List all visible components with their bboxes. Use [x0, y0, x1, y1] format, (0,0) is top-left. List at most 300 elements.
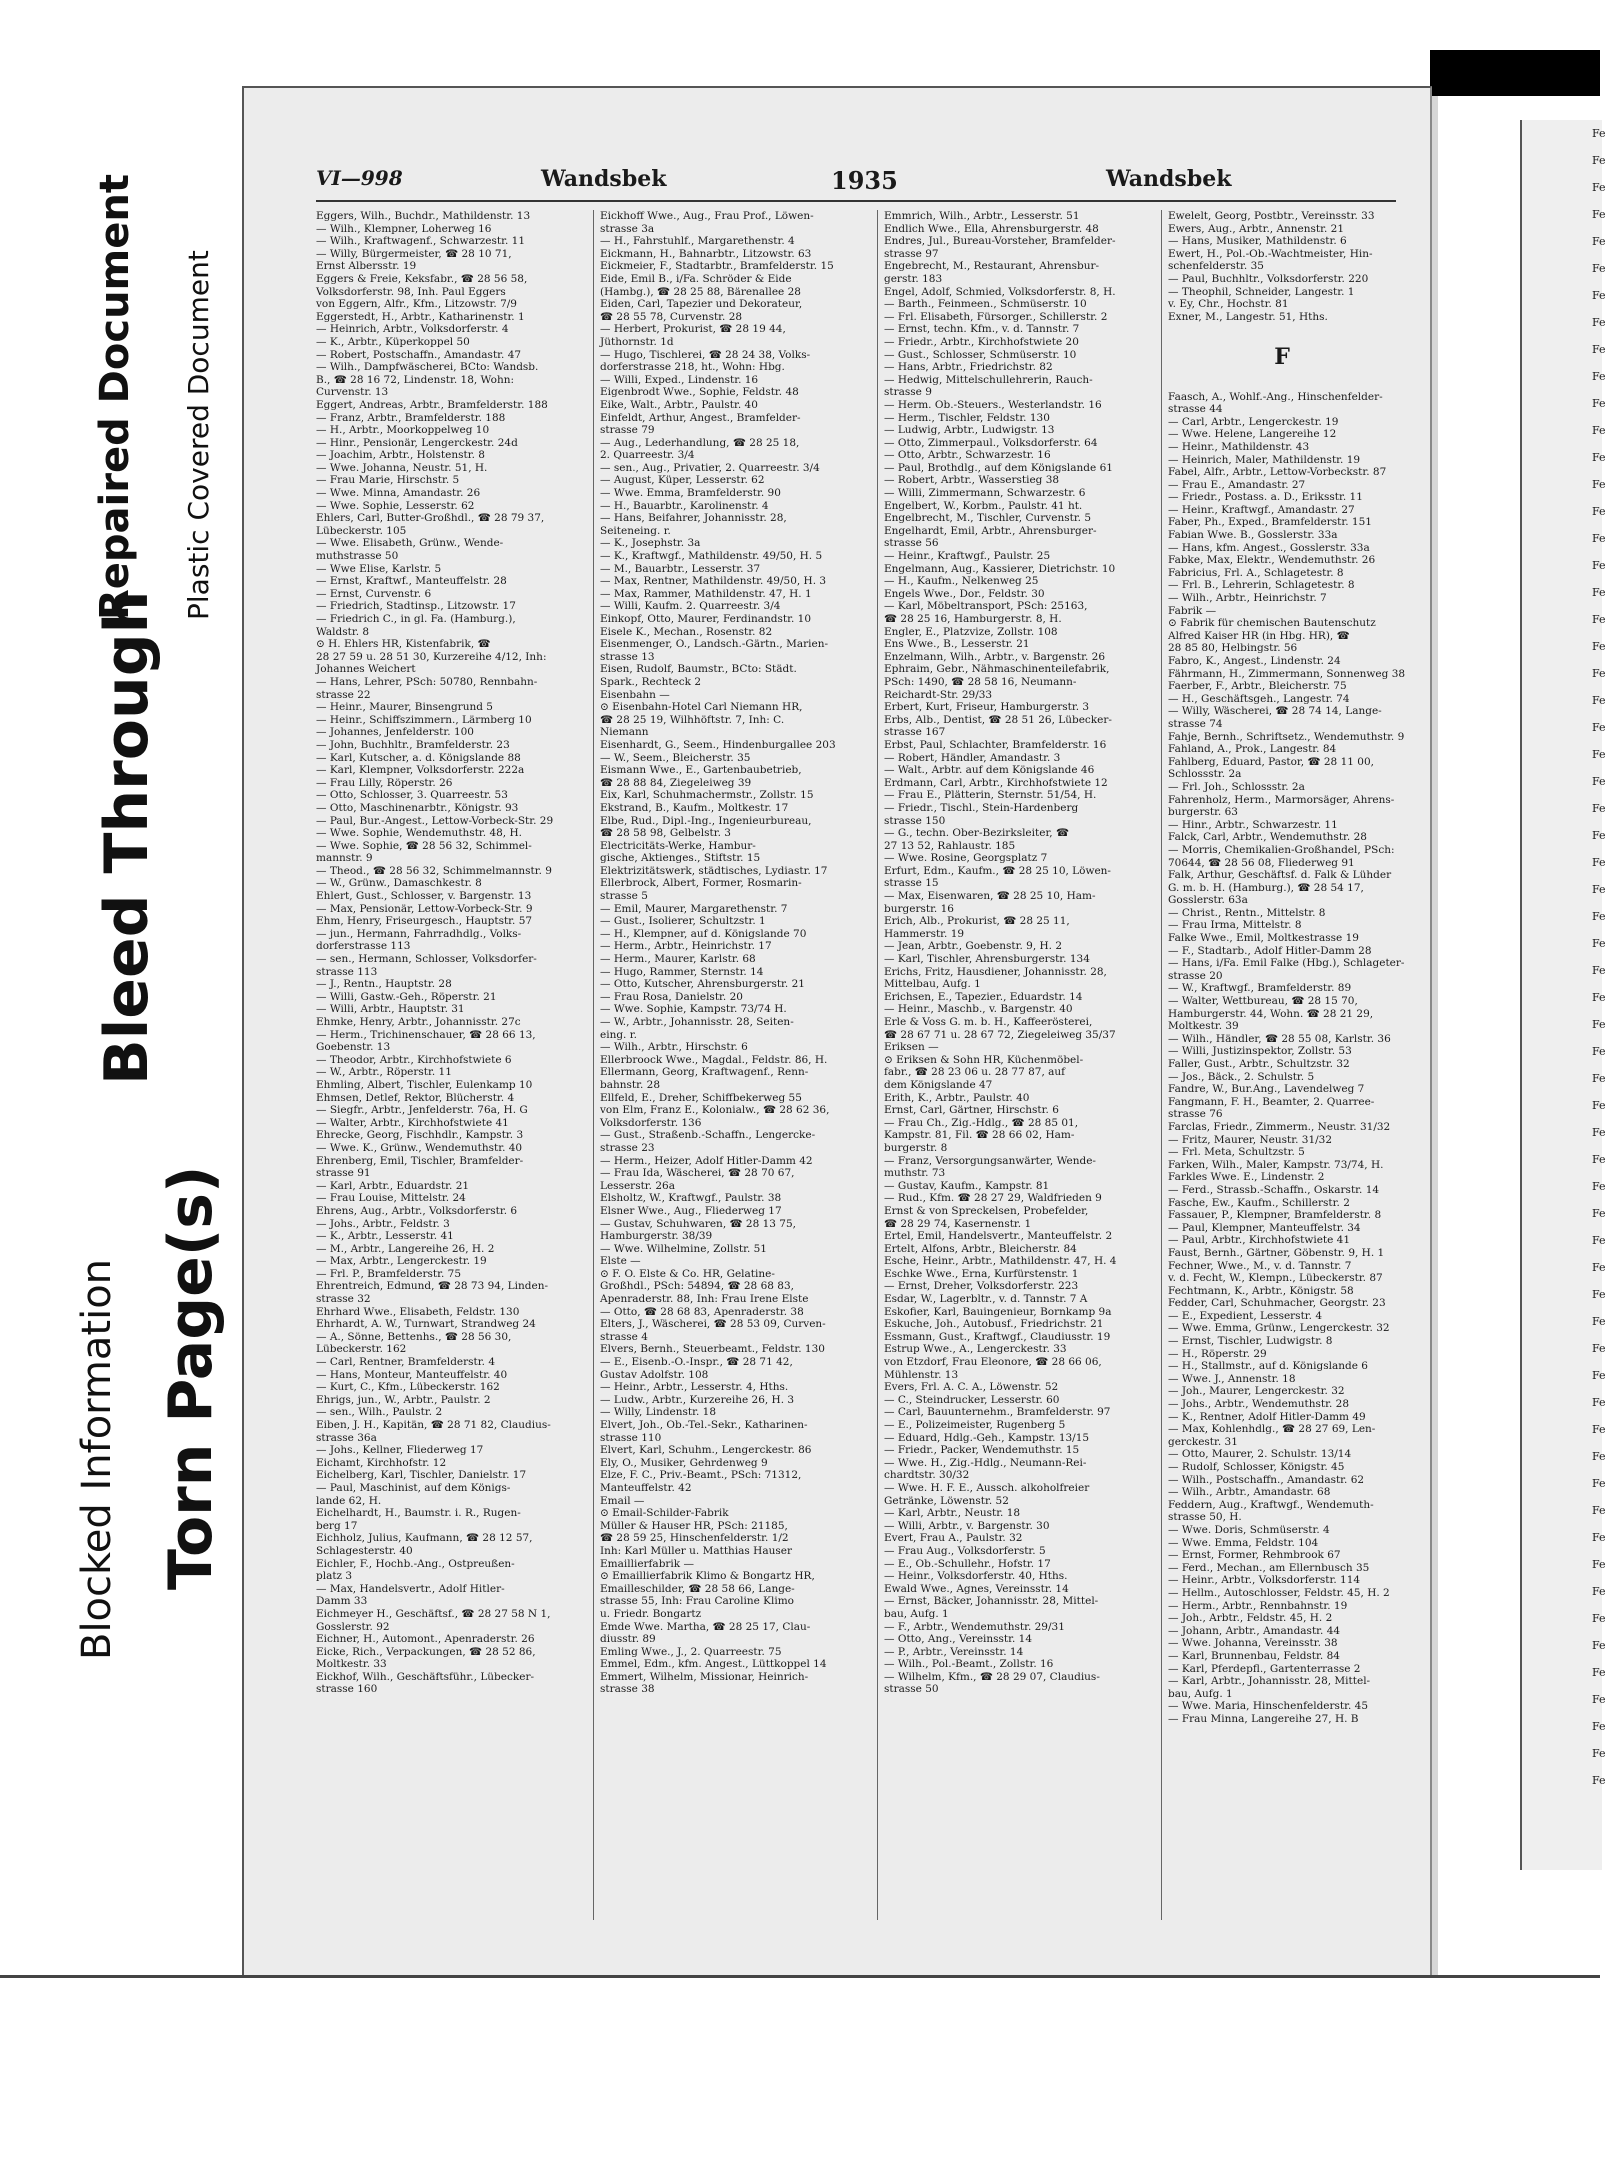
adjacent-page-fragment: Fe [1592, 505, 1606, 518]
directory-entry-line: Gosslerstr. 92 [316, 1620, 390, 1633]
directory-entry-line: — Wwe. Johanna, Vereinsstr. 38 [1168, 1637, 1338, 1650]
directory-entry-line: — Heinrich, Arbtr., Volksdorferstr. 4 [316, 323, 509, 336]
directory-entry-line: strasse 23 [600, 1141, 655, 1154]
directory-entry-line: Eisenbahn — [600, 688, 670, 701]
directory-page [242, 86, 1432, 1976]
directory-entry-line: — Karl, Klempner, Volksdorferstr. 222a [316, 764, 525, 777]
directory-entry-line: — Morris, Chemikalien-Großhandel, PSch: [1168, 843, 1395, 856]
directory-entry-line: Engelbert, W., Korbm., Paulstr. 41 ht. [884, 499, 1083, 512]
directory-column-4 [1168, 210, 1406, 1920]
directory-entry-line: — Otto, ☎ 28 68 83, Apenraderstr. 38 [600, 1305, 804, 1318]
directory-entry-line: — Herm., Arbtr., Heinrichstr. 17 [600, 940, 772, 953]
directory-entry-line: Fahland, A., Prok., Langestr. 84 [1168, 743, 1337, 756]
directory-entry-line: — Hans, Lehrer, PSch: 50780, Rennbahn- [316, 675, 538, 688]
directory-entry-line: — Walt., Arbtr. auf dem Königslande 46 [884, 764, 1095, 777]
directory-entry-line: Ehrecke, Georg, Fischhdlr., Kampstr. 3 [316, 1129, 524, 1142]
directory-entry-line: Goebenstr. 13 [316, 1041, 391, 1054]
directory-entry-line: — Friedr., Arbtr., Kirchhofstwiete 20 [884, 335, 1079, 348]
directory-column-2 [600, 210, 872, 1920]
directory-entry-line: strasse 22 [316, 688, 371, 701]
adjacent-page-fragment: Fe [1592, 1342, 1606, 1355]
directory-entry-line: ☎ 28 25 19, Wilhhöftstr. 7, Inh: C. [600, 713, 785, 726]
directory-entry-line: — Wilh., Arbtr., Heinrichstr. 7 [1168, 592, 1327, 605]
directory-entry-line: — Otto, Arbtr., Schwarzestr. 16 [884, 449, 1051, 462]
directory-entry-line: Farken, Wilh., Maler, Kampstr. 73/74, H. [1168, 1158, 1384, 1171]
directory-entry-line: Emailleschilder, ☎ 28 58 66, Lange- [600, 1582, 795, 1595]
stamp-blocked-information: Blocked Information [74, 1258, 120, 1660]
directory-entry-line: ⊙ H. Ehlers HR, Kistenfabrik, ☎ [316, 638, 491, 651]
directory-entry-line: eing. r. [600, 1028, 637, 1041]
directory-entry-line: — Ernst, techn. Kfm., v. d. Tannstr. 7 [884, 323, 1080, 336]
directory-entry-line: bau, Aufg. 1 [884, 1607, 949, 1620]
directory-entry-line: — W., Seem., Bleicherstr. 35 [600, 751, 751, 764]
header-city-left: Wandsbek [541, 166, 667, 192]
directory-entry-line: chardtstr. 30/32 [884, 1469, 970, 1482]
directory-entry-line: — Wwe. Sophie, Wendemuthstr. 48, H. [316, 827, 522, 840]
directory-entry-line: Eggers, Wilh., Buchdr., Mathildenstr. 13 [316, 210, 531, 222]
directory-entry-line: bahnstr. 28 [600, 1078, 661, 1091]
directory-entry-line: Elvert, Karl, Schuhm., Lengerckestr. 86 [600, 1444, 812, 1457]
directory-entry-line: — W., Arbtr., Röperstr. 11 [316, 1066, 452, 1079]
stamp-repaired-document: Repaired Document [92, 174, 138, 620]
directory-entry-line: — Frl. P., Bramfelderstr. 75 [316, 1267, 462, 1280]
directory-entry-line: Ertelt, Alfons, Arbtr., Bleicherstr. 84 [884, 1242, 1077, 1255]
adjacent-page-fragment: Fe [1592, 586, 1606, 599]
directory-entry-line: — Wilh., Dampfwäscherei, BCto: Wandsb. [316, 361, 539, 374]
directory-entry-line: — Wwe. Wilhelmine, Zollstr. 51 [600, 1242, 767, 1255]
adjacent-page-fragment: Fe [1592, 208, 1606, 221]
directory-entry-line: — Willi, Arbtr., v. Bargenstr. 30 [884, 1519, 1050, 1532]
directory-entry-line: — Hugo, Tischlerei, ☎ 28 24 38, Volks- [600, 348, 811, 361]
directory-entry-line: — Friedrich, Stadtinsp., Litzowstr. 17 [316, 600, 516, 613]
directory-entry-line: ⊙ Eisenbahn-Hotel Carl Niemann HR, [600, 701, 803, 714]
directory-entry-line: muthstrasse 50 [316, 550, 399, 563]
directory-entry-line: — Wilh., Pol.-Beamt., Zollstr. 16 [884, 1658, 1054, 1671]
directory-entry-line: Faasch, A., Wohlf.-Ang., Hinschenfelder- [1168, 390, 1383, 403]
directory-entry-line: Email — [600, 1494, 645, 1507]
directory-entry-line: Eichelberg, Karl, Tischler, Danielstr. 17 [316, 1469, 527, 1482]
directory-entry-line: Fahrenholz, Herm., Marmorsäger, Ahrens- [1168, 793, 1395, 806]
directory-entry-line: Esdar, W., Lagerbltr., v. d. Tannstr. 7 A [884, 1293, 1088, 1306]
directory-entry-line: ☎ 28 29 74, Kasernenstr. 1 [884, 1217, 1032, 1230]
directory-entry-line: — Paul, Brothdlg., auf dem Königslande 61 [884, 461, 1113, 474]
directory-entry-line: Lübeckerstr. 105 [316, 524, 407, 537]
directory-entry-line: — Heinr., Maurer, Binsengrund 5 [316, 701, 493, 714]
directory-column-1 [316, 210, 588, 1920]
adjacent-page-fragment: Fe [1592, 721, 1606, 734]
directory-entry-line: — Ernst, Curvenstr. 6 [316, 587, 432, 600]
directory-entry-line: — Herm. Ob.-Steuers., Westerlandstr. 16 [884, 398, 1102, 411]
directory-entry-line: Elsner Wwe., Aug., Fliederweg 17 [600, 1204, 782, 1217]
directory-entry-line: Engler, E., Platzvize, Zollstr. 108 [884, 625, 1058, 638]
directory-entry-line: Ernst, Carl, Gärtner, Hirschstr. 6 [884, 1104, 1059, 1117]
directory-entry-line: Ehrenberg, Emil, Tischler, Bramfelder- [316, 1154, 524, 1167]
column-divider [593, 210, 594, 1920]
directory-entry-line: strasse 13 [600, 650, 655, 663]
directory-entry-line: — Max, Pensionär, Lettow-Vorbeck-Str. 9 [316, 902, 533, 915]
directory-entry-line: — Karl, Pferdepfl., Gartenterrasse 2 [1168, 1662, 1361, 1675]
adjacent-page-fragment: Fe [1592, 1612, 1606, 1625]
directory-entry-line: — Siegfr., Arbtr., Jenfelderstr. 76a, H. G [316, 1104, 528, 1117]
directory-entry-line: Ertel, Emil, Handelsvertr., Manteuffelstr. 2 [884, 1230, 1113, 1243]
directory-entry-line: — Frau Aug., Volksdorferstr. 5 [884, 1544, 1046, 1557]
directory-entry-line: Schlossstr. 2a [1168, 768, 1242, 781]
directory-entry-line: — Hans, kfm. Angest., Gosslerstr. 33a [1168, 541, 1370, 554]
directory-entry-line: von Eggern, Alfr., Kfm., Litzowstr. 7/9 [316, 298, 517, 311]
directory-entry-line: ☎ 28 58 98, Gelbelstr. 3 [600, 827, 731, 840]
directory-entry-line: — Herm., Arbtr., Rennbahnstr. 19 [1168, 1599, 1348, 1612]
adjacent-page-fragment: Fe [1592, 1288, 1606, 1301]
directory-entry-line: — Wilh., Postschaffn., Amandastr. 62 [1168, 1473, 1365, 1486]
directory-entry-line: strasse 74 [1168, 717, 1223, 730]
directory-entry-line: Eskuche, Joh., Autobusf., Friedrichstr. 21 [884, 1318, 1104, 1331]
directory-entry-line: — H., Arbtr., Moorkoppelweg 10 [316, 424, 490, 437]
directory-entry-line: — Otto, Zimmerpaul., Volksdorferstr. 64 [884, 436, 1098, 449]
directory-entry-line: — Frau Ch., Zig.-Hdlg., ☎ 28 85 01, [884, 1116, 1079, 1129]
directory-entry-line: — Wilh., Kraftwagenf., Schwarzestr. 11 [316, 235, 525, 248]
directory-entry-line: Fabrik — [1168, 604, 1217, 617]
adjacent-page-fragment: Fe [1592, 1558, 1606, 1571]
adjacent-page-fragment: Fe [1592, 1369, 1606, 1382]
adjacent-page-fragment: Fe [1592, 1018, 1606, 1031]
adjacent-page-fragment: Fe [1592, 829, 1606, 842]
adjacent-page-fragment: Fe [1592, 964, 1606, 977]
directory-entry-line: Fangmann, F. H., Beamter, 2. Quarree- [1168, 1095, 1375, 1108]
directory-entry-line: Ephraim, Gebr., Nähmaschinenteilefabrik, [884, 663, 1110, 676]
directory-entry-line: Eicke, Rich., Verpackungen, ☎ 28 52 86, [316, 1645, 536, 1658]
directory-entry-line: Johannes Weichert [316, 663, 416, 676]
directory-entry-line: — Wilh., Arbtr., Hirschstr. 6 [600, 1041, 748, 1054]
adjacent-page-fragment: Fe [1592, 1180, 1606, 1193]
directory-entry-line: — Joachim, Arbtr., Holstenstr. 8 [316, 449, 485, 462]
directory-entry-line: — Franz, Versorgungsanwärter, Wende- [884, 1154, 1096, 1167]
directory-entry-line: — Wwe. Emma, Bramfelderstr. 90 [600, 487, 781, 500]
directory-entry-line: (Hambg.), ☎ 28 25 88, Bärenallee 28 [600, 285, 801, 298]
directory-entry-line: Eggers & Freie, Keksfabr., ☎ 28 56 58, [316, 272, 528, 285]
directory-entry-line: Spark., Rechteck 2 [600, 675, 702, 688]
directory-entry-line: — Paul, Maschinist, auf dem Königs- [316, 1481, 511, 1494]
directory-entry-line: strasse 4 [600, 1330, 648, 1343]
directory-entry-line: Faerber, F., Arbtr., Bleicherstr. 75 [1168, 680, 1347, 693]
directory-entry-line: — Frl. Meta, Schultzstr. 5 [1168, 1146, 1305, 1159]
directory-entry-line: — Ernst, Bäcker, Johannisstr. 28, Mittel- [884, 1595, 1099, 1608]
directory-entry-line: — Frau Louise, Mittelstr. 24 [316, 1192, 466, 1205]
directory-entry-line: burgerstr. 16 [884, 902, 954, 915]
directory-entry-line: — Heinr., Kraftwgf., Amandastr. 27 [1168, 503, 1355, 516]
directory-entry-line: — Max, Rammer, Mathildenstr. 47, H. 1 [600, 587, 812, 600]
directory-entry-line: — Ferd., Mechan., am Ellernbusch 35 [1168, 1561, 1370, 1574]
directory-entry-line: muthstr. 73 [884, 1167, 946, 1180]
directory-entry-line: gerckestr. 31 [1168, 1435, 1238, 1448]
adjacent-page-fragment: Fe [1592, 559, 1606, 572]
directory-entry-line: Eismann Wwe., E., Gartenbaubetrieb, [600, 764, 802, 777]
directory-entry-line: — C., Steindrucker, Lesserstr. 60 [884, 1393, 1060, 1406]
adjacent-page-fragment: Fe [1592, 937, 1606, 950]
adjacent-page-fragment: Fe [1592, 775, 1606, 788]
directory-entry-line: Ellerbrock, Albert, Former, Rosmarin- [600, 877, 802, 890]
directory-entry-line: 2. Quarreestr. 3/4 [600, 449, 695, 462]
directory-entry-line: Engelbrecht, M., Tischler, Curvenstr. 5 [884, 512, 1092, 525]
adjacent-page-fragment: Fe [1592, 1693, 1606, 1706]
adjacent-page-fragment: Fe [1592, 1423, 1606, 1436]
directory-entry-line: — Wilh., Händler, ☎ 28 55 08, Karlstr. 36 [1168, 1032, 1391, 1045]
directory-entry-line: — Ludw., Arbtr., Kurzereihe 26, H. 3 [600, 1393, 795, 1406]
directory-entry-line: — Wwe Elise, Karlstr. 5 [316, 562, 442, 575]
directory-entry-line: strasse 79 [600, 424, 655, 437]
directory-entry-line: ☎ 28 59 25, Hinschenfelderstr. 1/2 [600, 1532, 789, 1545]
directory-entry-line: — Willi, Kaufm. 2. Quarreestr. 3/4 [600, 600, 781, 613]
adjacent-page-fragment: Fe [1592, 1099, 1606, 1112]
directory-entry-line: strasse 91 [316, 1167, 371, 1180]
directory-entry-line: — Emil, Maurer, Margarethenstr. 7 [600, 902, 788, 915]
adjacent-page-fragment: Fe [1592, 991, 1606, 1004]
adjacent-page-fragment: Fe [1592, 910, 1606, 923]
directory-entry-line: — Hinr., Arbtr., Schwarzestr. 11 [1168, 818, 1338, 831]
directory-entry-line: Moltkestr. 39 [1168, 1020, 1239, 1033]
directory-entry-line: — sen., Aug., Privatier, 2. Quarreestr. 3/4 [600, 461, 820, 474]
directory-entry-line: bau, Aufg. 1 [1168, 1687, 1233, 1700]
adjacent-page-fragment: Fe [1592, 1774, 1606, 1787]
directory-entry-line: 28 85 80, Helbingstr. 56 [1168, 642, 1298, 655]
directory-entry-line: — Karl, Arbtr., Eduardstr. 21 [316, 1179, 470, 1192]
adjacent-page-fragment: Fe [1592, 1450, 1606, 1463]
stamp-torn-pages: Torn Page(s) [156, 1165, 226, 1590]
adjacent-page-fragment: Fe [1592, 1531, 1606, 1544]
directory-entry-line: G. m. b. H. (Hamburg.), ☎ 28 54 17, [1168, 881, 1364, 894]
directory-entry-line: Ellfeld, E., Dreher, Schiffbekerweg 55 [600, 1091, 802, 1104]
directory-entry-line: 70644, ☎ 28 56 08, Fliederweg 91 [1168, 856, 1355, 869]
adjacent-page-fragment: Fe [1592, 613, 1606, 626]
directory-entry-line: ⊙ F. O. Elste & Co. HR, Gelatine- [600, 1267, 775, 1280]
directory-entry-line: Farkles Wwe. E., Lindenstr. 2 [1168, 1171, 1325, 1184]
directory-entry-line: — Heinr., Volksdorferstr. 40, Hths. [884, 1570, 1068, 1583]
adjacent-page-fragment: Fe [1592, 1666, 1606, 1679]
directory-entry-line: Großhdl., PSch: 54894, ☎ 28 68 83, [600, 1280, 794, 1293]
directory-entry-line: Müller & Hauser HR, PSch: 21185, [600, 1519, 788, 1532]
directory-entry-line: — Gust., Straßenb.-Schaffn., Lengercke- [600, 1129, 816, 1142]
directory-entry-line: Engels Wwe., Dor., Feldstr. 30 [884, 587, 1045, 600]
directory-entry-line: — Hinr., Pensionär, Lengerckestr. 24d [316, 436, 518, 449]
directory-entry-line: — H., Stallmstr., auf d. Königslande 6 [1168, 1360, 1368, 1373]
directory-entry-line: — Hugo, Rammer, Sternstr. 14 [600, 965, 764, 978]
directory-entry-line: — Hans, Arbtr., Friedrichstr. 82 [884, 361, 1053, 374]
directory-entry-line: — W., Arbtr., Johannisstr. 28, Seiten- [600, 1016, 794, 1028]
directory-entry-line: Estrup Wwe., A., Lengerckestr. 33 [884, 1343, 1067, 1356]
directory-entry-line: — Wwe. Minna, Amandastr. 26 [316, 487, 481, 500]
directory-entry-line: Erich, Alb., Prokurist, ☎ 28 25 11, [884, 915, 1070, 928]
directory-entry-line: Faller, Gust., Arbtr., Schultzstr. 32 [1168, 1058, 1350, 1070]
directory-entry-line: Ernst Albersstr. 19 [316, 260, 417, 273]
adjacent-page-fragment: Fe [1592, 370, 1606, 383]
directory-entry-line: — Heinr., Schiffszimmern., Lärmberg 10 [316, 713, 532, 726]
directory-entry-line: ☎ 28 25 16, Hamburgerstr. 8, H. [884, 613, 1062, 625]
directory-entry-line: ☎ 28 67 71 u. 28 67 72, Ziegeleiweg 35/37 [884, 1028, 1116, 1041]
adjacent-page-fragment: Fe [1592, 397, 1606, 410]
directory-entry-line: Ehlers, Carl, Butter-Großhdl., ☎ 28 79 37, [316, 512, 545, 525]
directory-entry-line: — Wwe. Emma, Grünw., Lengerckestr. 32 [1168, 1322, 1390, 1335]
directory-entry-line: — Wilh., Klempner, Loherweg 16 [316, 222, 492, 235]
directory-entry-line: — Karl, Tischler, Ahrensburgerstr. 134 [884, 953, 1090, 966]
directory-entry-line: — K., Josephstr. 3a [600, 537, 701, 550]
directory-entry-line: Eriksen — [884, 1041, 939, 1054]
directory-entry-line: Eiden, Carl, Tapezier und Dekorateur, [600, 298, 803, 311]
directory-entry-line: PSch: 1490, ☎ 28 58 16, Neumann- [884, 675, 1077, 688]
adjacent-page-fragment: Fe [1592, 1045, 1606, 1058]
directory-entry-line: — E., Ob.-Schullehr., Hofstr. 17 [884, 1557, 1051, 1570]
directory-entry-line: Ehmke, Henry, Arbtr., Johannisstr. 27c [316, 1016, 521, 1028]
directory-entry-line: — Frau Ida, Wäscherei, ☎ 28 70 67, [600, 1167, 795, 1180]
directory-entry-line: — Wwe. J., Annenstr. 18 [1168, 1372, 1296, 1385]
directory-entry-line: — Karl, Möbeltransport, PSch: 25163, [884, 600, 1088, 613]
directory-entry-line: Ehmsen, Detlef, Rektor, Blücherstr. 4 [316, 1091, 515, 1104]
directory-entry-line: gische, Aktienges., Stiftstr. 15 [600, 852, 761, 865]
directory-entry-line: Eggert, Andreas, Arbtr., Bramfelderstr. 188 [316, 398, 548, 411]
directory-entry-line: — Herm., Heizer, Adolf Hitler-Damm 42 [600, 1154, 813, 1167]
directory-entry-line: Elze, F. C., Priv.-Beamt., PSch: 71312, [600, 1469, 802, 1482]
directory-entry-line: — Willi, Exped., Lindenstr. 16 [600, 373, 759, 386]
adjacent-page-fragment: Fe [1592, 316, 1606, 329]
directory-entry-line: strasse 50 [884, 1683, 939, 1696]
directory-entry-line: Ewers, Aug., Arbtr., Annenstr. 21 [1168, 222, 1345, 235]
directory-entry-line: — Otto, Ang., Vereinsstr. 14 [884, 1633, 1033, 1646]
directory-entry-line: dorferstrasse 113 [316, 940, 411, 953]
directory-entry-line: ☎ 28 55 78, Curvenstr. 28 [600, 310, 743, 323]
directory-entry-line: Fasche, Ew., Kaufm., Schillerstr. 2 [1168, 1196, 1350, 1209]
directory-entry-line: Ehrhardt, A. W., Turnwart, Strandweg 24 [316, 1318, 536, 1331]
directory-entry-line: — M., Bauarbtr., Lesserstr. 37 [600, 562, 761, 575]
directory-entry-line: — M., Arbtr., Langereihe 26, H. 2 [316, 1242, 495, 1255]
adjacent-page-fragment: Fe [1592, 1153, 1606, 1166]
directory-entry-line: — Theod., ☎ 28 56 32, Schimmelmannstr. 9 [316, 864, 552, 877]
adjacent-page-fragment: Fe [1592, 1396, 1606, 1409]
directory-entry-line: — Ferd., Strassb.-Schaffn., Oskarstr. 14 [1168, 1183, 1380, 1196]
adjacent-page-fragment: Fe [1592, 640, 1606, 653]
directory-entry-line: Schlagesterstr. 40 [316, 1544, 413, 1557]
directory-entry-line: platz 3 [316, 1570, 353, 1583]
directory-entry-line: Ehmling, Albert, Tischler, Eulenkamp 10 [316, 1078, 533, 1091]
directory-entry-line: Eskofier, Karl, Bauingenieur, Bornkamp 9a [884, 1305, 1112, 1318]
directory-entry-line: dem Königslande 47 [884, 1078, 993, 1091]
adjacent-page-fragment: Fe [1592, 1261, 1606, 1274]
directory-entry-line: Eichholz, Julius, Kaufmann, ☎ 28 12 57, [316, 1532, 533, 1545]
adjacent-page-fragment: Fe [1592, 451, 1606, 464]
directory-entry-line: dorferstrasse 218, ht., Wohn: Hbg. [600, 361, 785, 374]
directory-entry-line: Emmel, Edm., kfm. Angest., Lüttkoppel 14 [600, 1658, 827, 1671]
directory-entry-line: — Christ., Rentn., Mittelstr. 8 [1168, 906, 1326, 919]
directory-entry-line: — Heinr., Arbtr., Lesserstr. 4, Hths. [600, 1381, 789, 1394]
directory-entry-line: Ehrigs, jun., W., Arbtr., Paulstr. 2 [316, 1393, 491, 1406]
directory-entry-line: Ens Wwe., B., Lesserstr. 21 [884, 638, 1030, 651]
directory-entry-line: fabr., ☎ 28 23 06 u. 28 77 87, auf [884, 1066, 1066, 1079]
directory-entry-line: — Heinr., Kraftwgf., Paulstr. 25 [884, 550, 1051, 563]
adjacent-page-fragment: Fe [1592, 478, 1606, 491]
adjacent-page-fragment: Fe [1592, 1315, 1606, 1328]
directory-entry-line: Eike, Walt., Arbtr., Paulstr. 40 [600, 398, 758, 411]
directory-entry-line: — Frau Lilly, Röperstr. 26 [316, 776, 453, 789]
directory-entry-line: Elektrizitätswerk, städtisches, Lydiastr. 17 [600, 864, 828, 877]
directory-entry-line: ⊙ Fabrik für chemischen Bautenschutz [1168, 617, 1376, 630]
adjacent-page-fragment: Fe [1592, 1639, 1606, 1652]
column-divider [1161, 210, 1162, 1920]
directory-entry-line: — Willi, Arbtr., Hauptstr. 31 [316, 1003, 465, 1016]
directory-entry-line: — Robert, Arbtr., Wasserstieg 38 [884, 474, 1060, 487]
directory-entry-line: gerstr. 183 [884, 272, 943, 285]
directory-entry-line: — Wwe. H. F. E., Aussch. alkoholfreier [884, 1481, 1090, 1494]
directory-entry-line: Erichs, Fritz, Hausdiener, Johannisstr. 28, [884, 965, 1107, 978]
directory-entry-line: Electricitäts-Werke, Hambur- [600, 839, 756, 852]
directory-entry-line: — Karl, Arbtr., Johannisstr. 28, Mittel- [1168, 1675, 1371, 1688]
directory-entry-line: Inh: Karl Müller u. Matthias Hauser [600, 1544, 792, 1557]
directory-entry-line: Ewald Wwe., Agnes, Vereinsstr. 14 [884, 1582, 1069, 1595]
directory-entry-line: strasse 36a [316, 1431, 377, 1444]
directory-entry-line: — K., Arbtr., Lesserstr. 41 [316, 1230, 454, 1243]
directory-entry-line: — Otto, Schlosser, 3. Quarreestr. 53 [316, 789, 508, 802]
directory-entry-line: — Wilh., Arbtr., Amandastr. 68 [1168, 1486, 1331, 1499]
directory-entry-line: — Walter, Wettbureau, ☎ 28 15 70, [1168, 995, 1358, 1008]
column-divider [877, 210, 878, 1920]
directory-entry-line: — E., Polizeimeister, Rugenberg 5 [884, 1419, 1066, 1431]
adjacent-page-fragment: Fe [1592, 802, 1606, 815]
directory-entry-line: — Friedr., Tischl., Stein-Hardenberg [884, 801, 1079, 814]
page-header [316, 166, 1396, 196]
adjacent-page-fragment: Fe [1592, 883, 1606, 896]
directory-entry-line: — Willi, Gastw.-Geh., Röperstr. 21 [316, 990, 497, 1003]
directory-entry-line: — Hans, Musiker, Mathildenstr. 6 [1168, 235, 1347, 248]
directory-entry-line: — Max, Eisenwaren, ☎ 28 25 10, Ham- [884, 890, 1096, 903]
directory-entry-line: burgerstr. 8 [884, 1141, 948, 1154]
directory-entry-line: mannstr. 9 [316, 852, 373, 865]
directory-entry-line: — Eduard, Hdlg.-Geh., Kampstr. 13/15 [884, 1431, 1090, 1444]
directory-entry-line: Esche, Heinr., Arbtr., Mathildenstr. 47, H. 4 [884, 1255, 1117, 1268]
directory-entry-line: — Heinr., Mathildenstr. 43 [1168, 440, 1310, 453]
directory-entry-line: Moltkestr. 33 [316, 1658, 387, 1671]
adjacent-page-fragment: Fe [1592, 1072, 1606, 1085]
directory-entry-line: Eichelhardt, H., Baumstr. i. R., Rugen- [316, 1507, 521, 1520]
directory-entry-line: — Wwe. Sophie, Lesserstr. 62 [316, 499, 475, 512]
directory-entry-line: Reichardt-Str. 29/33 [884, 688, 993, 701]
directory-entry-line: — Fritz, Maurer, Neustr. 31/32 [1168, 1133, 1333, 1146]
directory-entry-line: Apenraderstr. 88, Inh: Frau Irene Elste [600, 1293, 809, 1306]
directory-entry-line: — Johann, Arbtr., Amandastr. 44 [1168, 1624, 1341, 1637]
directory-entry-line: — Kurt, C., Kfm., Lübeckerstr. 162 [316, 1381, 500, 1394]
directory-entry-line: — Hedwig, Mittelschullehrerin, Rauch- [884, 373, 1093, 386]
directory-entry-line: Emmrich, Wilh., Arbtr., Lesserstr. 51 [884, 210, 1080, 222]
directory-entry-line: Damm 33 [316, 1595, 368, 1608]
directory-entry-line: Evers, Frl. A. C. A., Löwenstr. 52 [884, 1381, 1059, 1394]
directory-entry-line: Fährmann, H., Zimmermann, Sonnenweg 38 [1168, 667, 1406, 680]
directory-entry-line: Niemann [600, 726, 649, 739]
directory-entry-line [1168, 378, 1396, 391]
directory-entry-line: — Heinr., Maschb., v. Bargenstr. 40 [884, 1003, 1073, 1016]
adjacent-page-fragment: Fe [1592, 1504, 1606, 1517]
adjacent-page-fragment: Fe [1592, 181, 1606, 194]
directory-entry-line: — Joh., Maurer, Lengerckestr. 32 [1168, 1385, 1345, 1398]
adjacent-page-fragment: Fe [1592, 667, 1606, 680]
directory-entry-line: Mittelbau, Aufg. 1 [884, 978, 981, 991]
directory-entry-line: Ely, O., Musiker, Gehrdenweg 9 [600, 1456, 768, 1469]
directory-entry-line: Essmann, Gust., Kraftwgf., Claudiusstr. 19 [884, 1330, 1111, 1343]
directory-entry-line: — sen., Hermann, Schlosser, Volksdorfer- [316, 953, 537, 966]
directory-entry-line: — Frl. Joh., Schlossstr. 2a [1168, 780, 1305, 793]
directory-entry-line: — jun., Hermann, Fahrradhdlg., Volks- [316, 927, 522, 940]
directory-entry-line: — Barth., Feinmeen., Schmüserstr. 10 [884, 298, 1087, 311]
directory-entry-line: Hamburgerstr. 38/39 [600, 1230, 713, 1243]
directory-entry-line: strasse 38 [600, 1683, 655, 1696]
directory-entry-line: — Theodor, Arbtr., Kirchhofstwiete 6 [316, 1053, 512, 1066]
directory-entry-line: Ewelelt, Georg, Postbtr., Vereinsstr. 33 [1168, 210, 1375, 222]
directory-entry-line: Falk, Arthur, Geschäftsf. d. Falk & Lühder [1168, 869, 1392, 882]
directory-entry-line: Fabke, Max, Elektr., Wendemuthstr. 26 [1168, 554, 1376, 567]
